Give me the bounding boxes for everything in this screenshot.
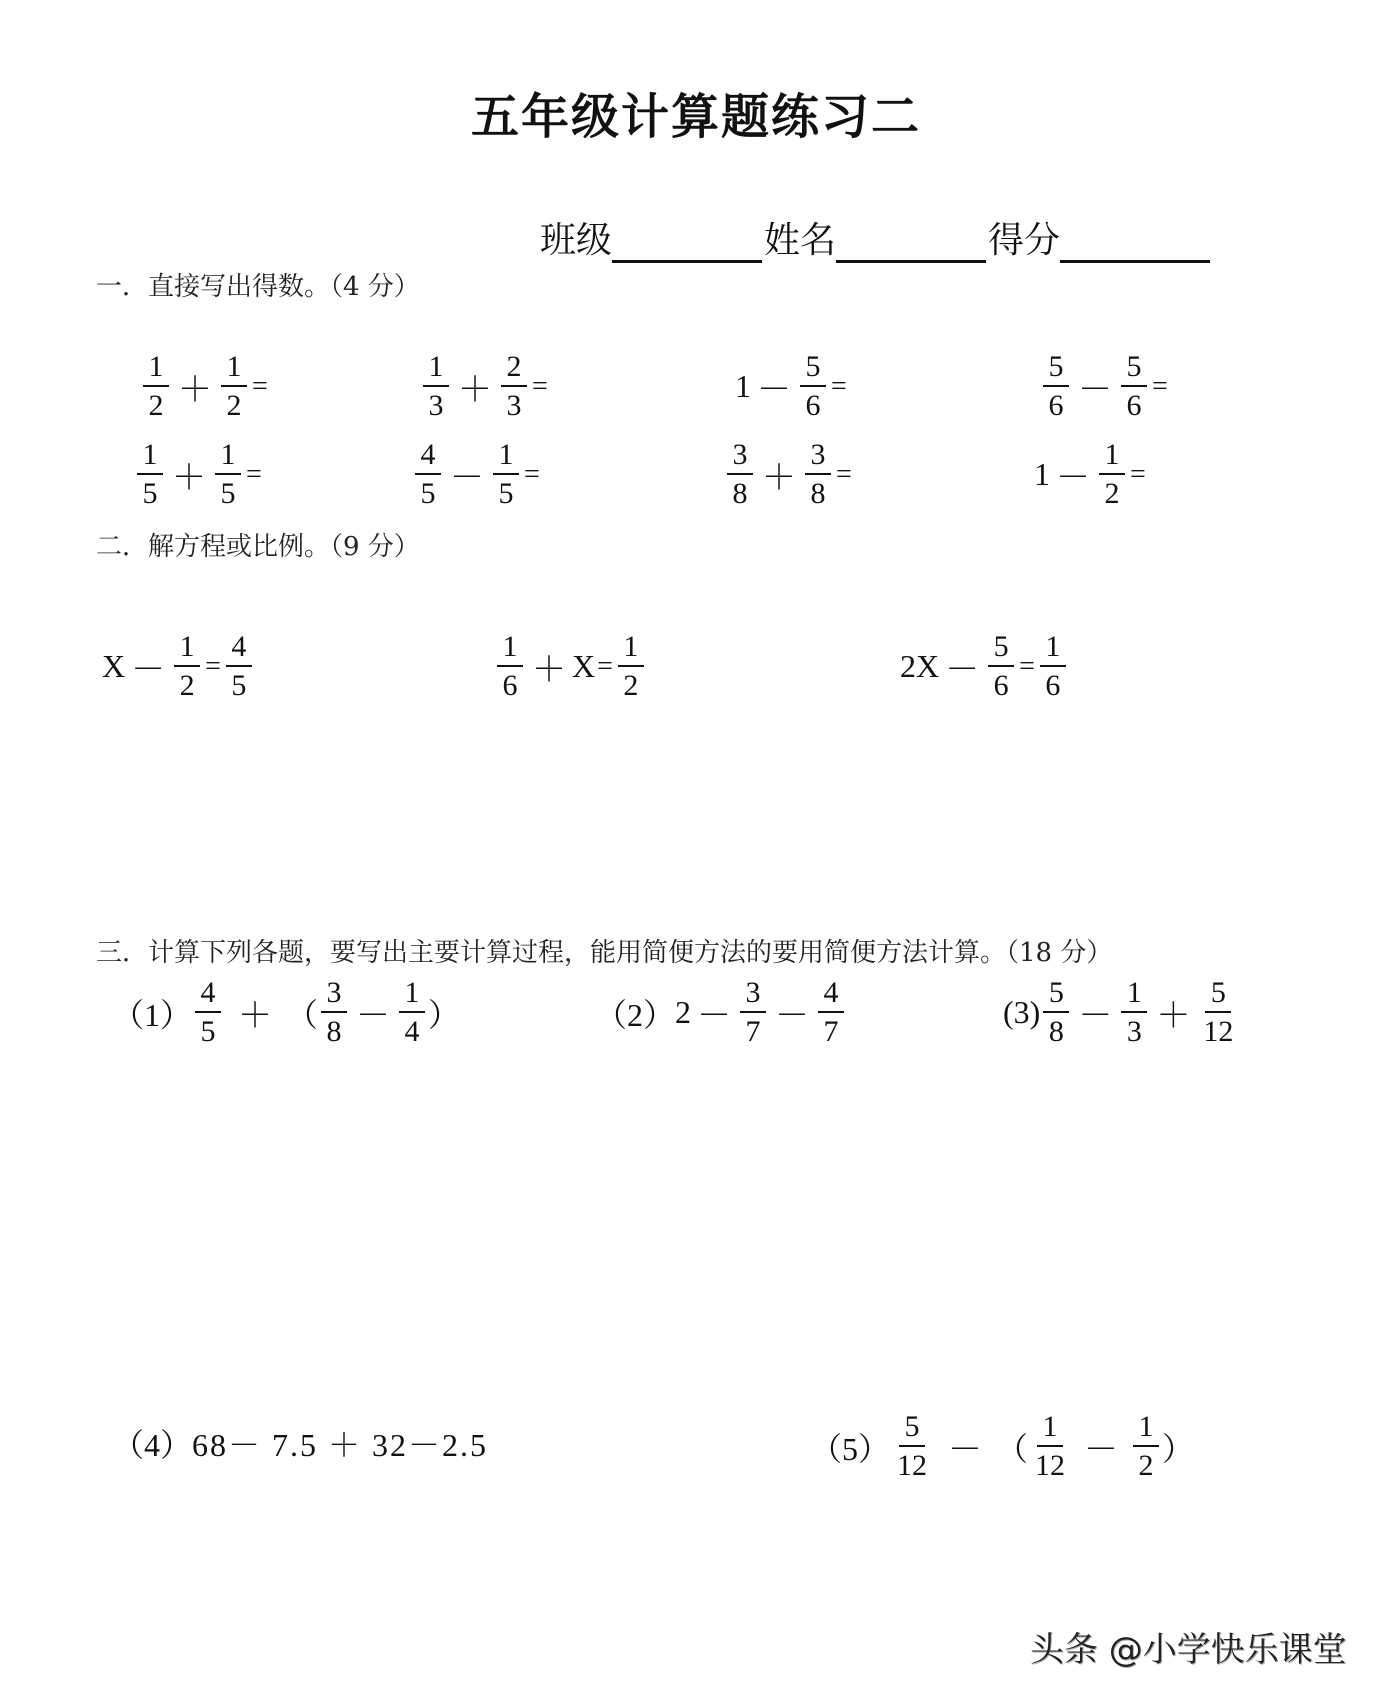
fraction: $\frac{3}{8}$ bbox=[727, 440, 753, 509]
page-title: 五年级计算题练习二 bbox=[470, 89, 921, 145]
name-label: 姓名 bbox=[764, 220, 837, 261]
class-blank[interactable] bbox=[612, 224, 762, 263]
fraction: $\frac{5}{8}$ bbox=[1043, 978, 1069, 1047]
fraction: $\frac{5}{6}$ bbox=[800, 352, 826, 421]
problem-5: （5） $\frac{5}{12}$ － （ $\frac{1}{12}$ － $\frac{1}{2}$ ） bbox=[810, 1410, 1195, 1482]
fraction: $\frac{4}{5}$ bbox=[226, 632, 252, 701]
quick-calc-item: $\frac{3}{8}$ ＋ $\frac{3}{8}$ = bbox=[724, 440, 854, 509]
fraction: $\frac{1}{2}$ bbox=[143, 352, 169, 421]
class-label: 班级 bbox=[540, 220, 613, 261]
fraction: $\frac{1}{12}$ bbox=[1035, 1410, 1066, 1482]
fraction: $\frac{3}{7}$ bbox=[740, 978, 766, 1047]
equation-2: $\frac{1}{6}$ ＋ X = $\frac{1}{2}$ bbox=[494, 632, 647, 701]
problem-4: （4） 68－ 7.5 ＋ 32－2.5 bbox=[112, 1427, 489, 1463]
name-blank[interactable] bbox=[836, 224, 986, 263]
section3-heading: 三．计算下列各题，要写出主要计算过程，能用简便方法的要用简便方法计算。（18 分） bbox=[96, 938, 1113, 968]
fraction: $\frac{1}{2}$ bbox=[174, 632, 200, 701]
fraction: $\frac{1}{5}$ bbox=[137, 440, 163, 509]
quick-calc-item: $\frac{1}{2}$ ＋ $\frac{1}{2}$ = bbox=[140, 352, 270, 421]
quick-calc-item: $\frac{1}{5}$ ＋ $\frac{1}{5}$ = bbox=[134, 440, 264, 509]
problem-2: （2） 2 － $\frac{3}{7}$ － $\frac{4}{7}$ bbox=[595, 978, 847, 1047]
fraction: $\frac{1}{5}$ bbox=[493, 440, 519, 509]
student-info-row bbox=[540, 212, 1212, 263]
quick-calc-item: $\frac{4}{5}$ － $\frac{1}{5}$ = bbox=[412, 440, 542, 509]
fraction: $\frac{1}{2}$ bbox=[618, 632, 644, 701]
quick-calc-item: $\frac{1}{3}$ ＋ $\frac{2}{3}$ = bbox=[420, 352, 550, 421]
quick-calc-item: $\frac{5}{6}$ － $\frac{5}{6}$ = bbox=[1040, 352, 1170, 421]
fraction: $\frac{4}{5}$ bbox=[415, 440, 441, 509]
problem-1: （1） $\frac{4}{5}$ ＋ （ $\frac{3}{8}$ － $\frac{1}{4}$ ） bbox=[112, 976, 461, 1048]
fraction: $\frac{5}{12}$ bbox=[1203, 976, 1234, 1048]
fraction: $\frac{3}{8}$ bbox=[805, 440, 831, 509]
score-blank[interactable] bbox=[1060, 224, 1210, 263]
equation-3: 2X － $\frac{5}{6}$ = $\frac{1}{6}$ bbox=[900, 632, 1069, 701]
fraction: $\frac{4}{7}$ bbox=[818, 978, 844, 1047]
section2-heading: 二．解方程或比例。（9 分） bbox=[96, 532, 420, 562]
fraction: $\frac{1}{2}$ bbox=[1133, 1412, 1159, 1481]
section1-heading: 一．直接写出得数。（4 分） bbox=[96, 272, 420, 302]
fraction: $\frac{1}{6}$ bbox=[1040, 632, 1066, 701]
watermark: 头条 @小学快乐课堂 bbox=[1030, 1630, 1347, 1670]
quick-calc-item: 1 － $\frac{1}{2}$ = bbox=[1034, 438, 1146, 510]
fraction: $\frac{5}{6}$ bbox=[1121, 352, 1147, 421]
fraction: $\frac{1}{5}$ bbox=[215, 440, 241, 509]
score-label: 得分 bbox=[988, 220, 1061, 261]
fraction: $\frac{5}{6}$ bbox=[1043, 352, 1069, 421]
fraction: $\frac{5}{12}$ bbox=[897, 1410, 928, 1482]
problem-3: (3) $\frac{5}{8}$ － $\frac{1}{3}$ ＋ $\frac{5}{12}$ bbox=[1003, 978, 1240, 1047]
fraction: $\frac{1}{2}$ bbox=[221, 352, 247, 421]
fraction: $\frac{4}{5}$ bbox=[195, 978, 221, 1047]
fraction: $\frac{3}{8}$ bbox=[321, 978, 347, 1047]
equation-1: X － $\frac{1}{2}$ = $\frac{4}{5}$ bbox=[102, 632, 255, 701]
fraction: $\frac{1}{3}$ bbox=[423, 352, 449, 421]
fraction: $\frac{1}{6}$ bbox=[497, 632, 523, 701]
fraction: $\frac{1}{2}$ bbox=[1099, 440, 1125, 509]
fraction: $\frac{2}{3}$ bbox=[501, 352, 527, 421]
fraction: $\frac{1}{3}$ bbox=[1121, 978, 1147, 1047]
fraction: $\frac{1}{4}$ bbox=[399, 978, 425, 1047]
fraction: $\frac{5}{6}$ bbox=[988, 632, 1014, 701]
quick-calc-item: 1 － $\frac{5}{6}$ = bbox=[735, 350, 847, 422]
